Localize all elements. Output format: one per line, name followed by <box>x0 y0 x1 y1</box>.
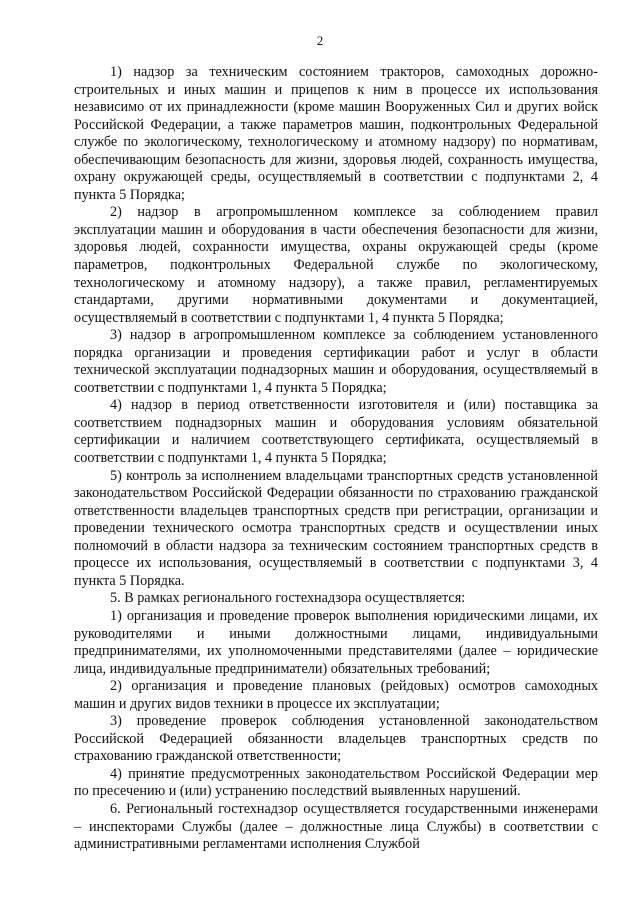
paragraph-item-4: 4) надзор в период ответственности изготовителя и (или) поставщика за соответствием поднадзорных машин и оборудования условиям обязательной сертификации и наличием соответствующего сертификата, осуществляемый в соответствии с подпунктами 1, 4 пункта 5 Порядка; <box>74 397 598 467</box>
paragraph-item-2: 2) надзор в агропромышленном комплексе за соблюдением правил эксплуатации машин и оборудования в части обеспечения безопасности для жизни, здоровья людей, сохранности имущества, охраны окружающей среды (кроме параметров, подконтрольных Федеральной службе по экологическому, технологическому и атомному надзору), а также правил, регламентируемых стандартами, другими нормативными документами и документацией, осуществляемый в соответствии с подпунктами 1, 4 пункта 5 Порядка; <box>74 204 598 326</box>
section-5-item-4: 4) принятие предусмотренных законодательством Российской Федерации мер по пресечению и (или) устранению последствий выявленных нарушений. <box>74 765 598 800</box>
section-5-heading: 5. В рамках регионального гостехнадзора осуществляется: <box>110 590 466 607</box>
paragraph-item-1: 1) надзор за техническим состоянием тракторов, самоходных дорожно-строительных и иных машин и прицепов к ним в процессе их использования независимо от их принадлежности (кроме машин Вооруженных Сил и других войск Российской Федерации, а также параметров машин, подконтрольных Федеральной службе по экологическому, технологическому и атомному надзору) по нормативам, обеспечивающим безопасность для жизни, здоровья людей, сохранность имущества, охрану окружающей среды, осуществляемый в соответствии с подпунктами 2, 4 пункта 5 Порядка; <box>74 64 598 203</box>
document-body <box>74 64 598 854</box>
section-6-paragraph: 6. Региональный гостехнадзор осуществляется государственными инженерами – инспекторами Службы (далее – должностные лица Службы) в соответствии с административными регламентами исполнения Службой <box>74 800 598 853</box>
section-5-item-1: 1) организация и проведение проверок выполнения юридическими лицами, их руководителями и иными должностными лицами, индивидуальными предпринимателями, их уполномоченными представителями (далее – юридические лица, индивидуальные предприниматели) обязательных требований; <box>74 607 598 677</box>
paragraph-item-3: 3) надзор в агропромышленном комплексе за соблюдением установленного порядка организации и проведения сертификации работ и услуг в области технической эксплуатации поднадзорных машин и оборудования, осуществляемый в соответствии с подпунктами 1, 4 пункта 5 Порядка; <box>74 327 598 396</box>
page-number: 2 <box>316 33 324 48</box>
section-5-item-2: 2) организация и проведение плановых (рейдовых) осмотров самоходных машин и других видов техники в процессе их эксплуатации; <box>74 678 598 712</box>
paragraph-item-5: 5) контроль за исполнением владельцами транспортных средств установленной законодательством Российской Федерации обязанности по страхованию гражданской ответственности владельцев транспортных средств при регистрации, организации и проведении технического осмотра транспортных средств и осуществлении иных полномочий в области надзора за техническим состоянием транспортных средств в процессе их использования, осуществляемый в соответствии с подпунктами 3, 4 пункта 5 Порядка. <box>74 467 598 589</box>
section-5-item-3: 3) проведение проверок соблюдения установленной законодательством Российской Федерацией обязанности владельцев транспортных средств по страхованию гражданской ответственности; <box>74 713 598 765</box>
